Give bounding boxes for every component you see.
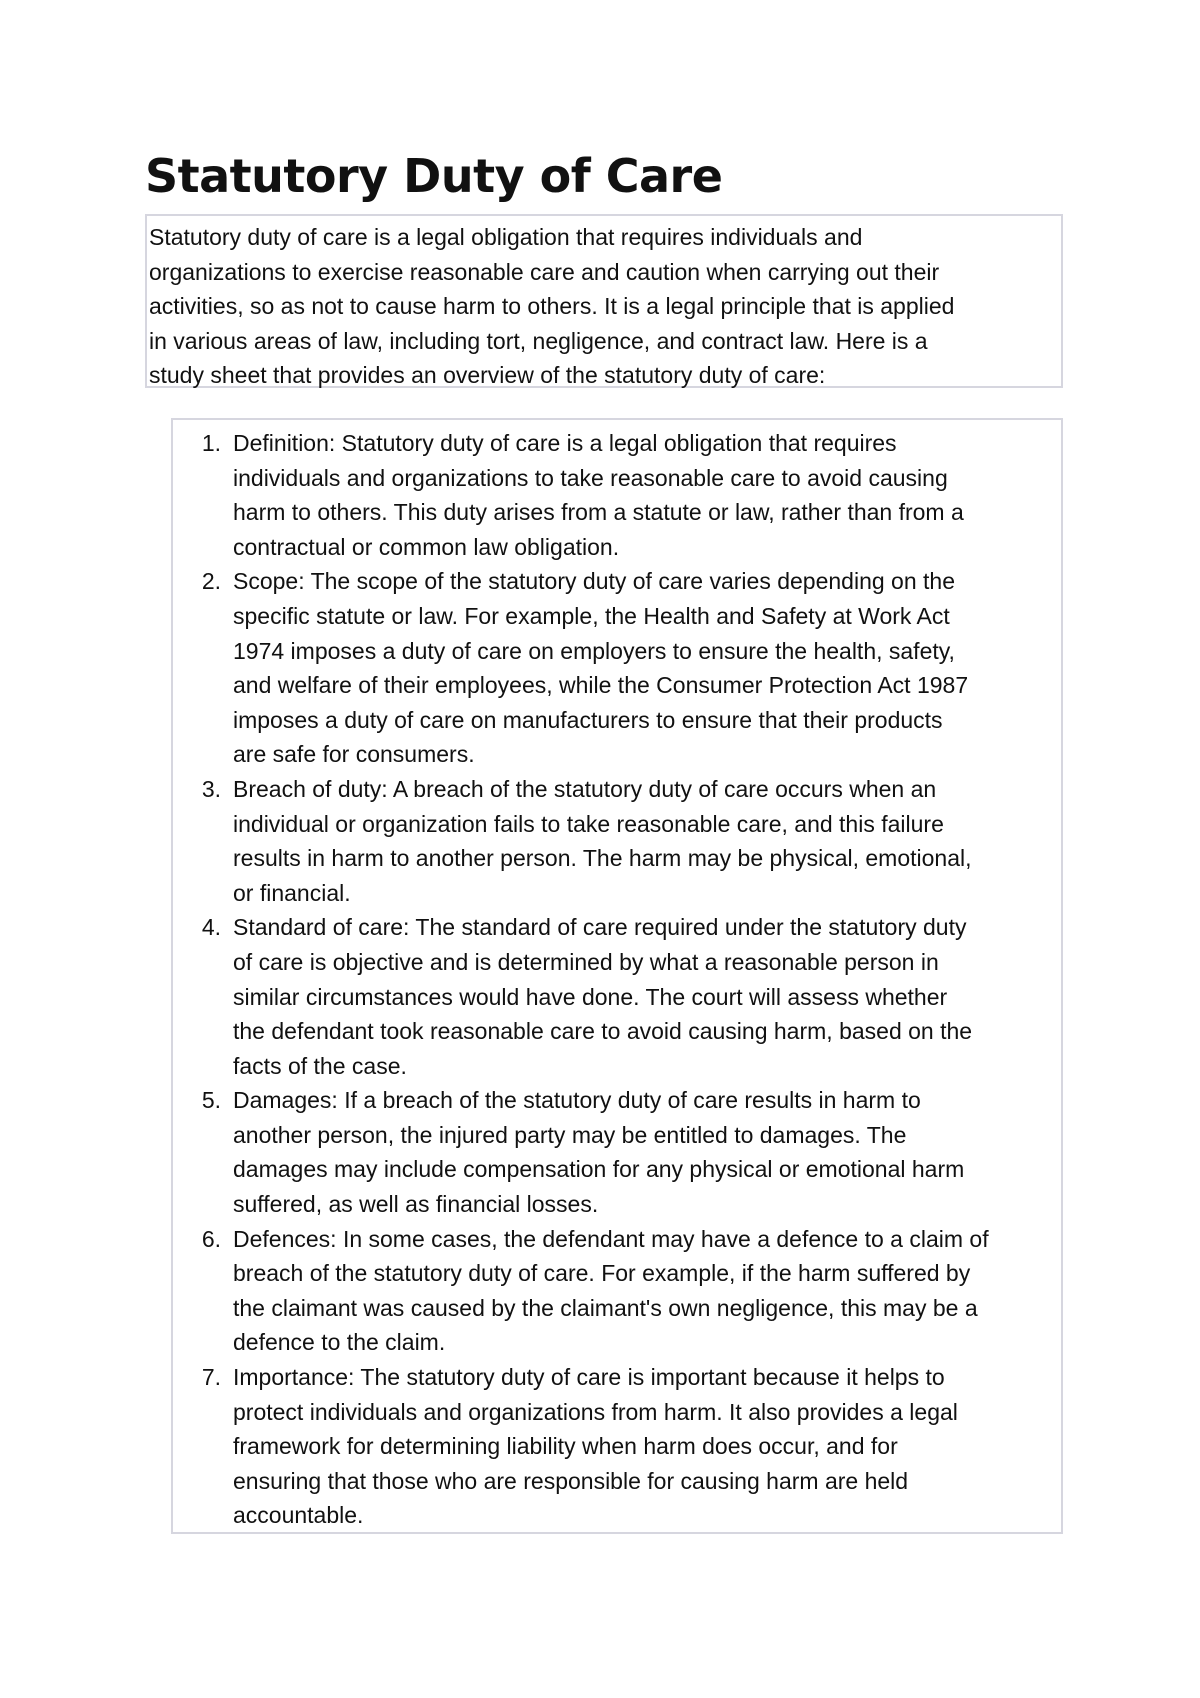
- list-item-number: 6.: [201, 1225, 221, 1252]
- list-item-line: the claimant was caused by the claimant's own negligence, this may be a: [233, 1294, 978, 1321]
- list-item-standard-of-care: [173, 910, 1061, 1083]
- list-item-line: contractual or common law obligation.: [233, 533, 620, 560]
- list-item-line: harm to others. This duty arises from a statute or law, rather than from a: [233, 499, 964, 526]
- list-item-line: defence to the claim.: [233, 1329, 446, 1356]
- list-item-line: are safe for consumers.: [233, 741, 475, 768]
- list-item-line: facts of the case.: [233, 1052, 407, 1079]
- intro-line: in various areas of law, including tort, negligence, and contract law. Here is a: [149, 327, 928, 354]
- list-item-line: or financial.: [233, 879, 351, 906]
- list-item-breach-of-duty: [173, 772, 1061, 910]
- list-item-text: [233, 426, 1061, 564]
- list-item-line: of care is objective and is determined by what a reasonable person in: [233, 948, 939, 975]
- numbered-list-box: [171, 418, 1063, 1534]
- list-item-line: breach of the statutory duty of care. For example, if the harm suffered by: [233, 1260, 971, 1287]
- list-item-line: framework for determining liability when harm does occur, and for: [233, 1433, 898, 1460]
- numbered-list: [173, 426, 1061, 1533]
- list-item-line: Defences: In some cases, the defendant may have a defence to a claim of: [233, 1225, 989, 1252]
- list-item-text: [233, 1222, 1061, 1360]
- list-item-line: results in harm to another person. The harm may be physical, emotional,: [233, 845, 972, 872]
- list-item-definition: [173, 426, 1061, 564]
- list-item-damages: [173, 1083, 1061, 1221]
- list-item-line: Standard of care: The standard of care required under the statutory duty: [233, 914, 967, 941]
- list-item-text: [233, 1360, 1061, 1533]
- list-item-line: similar circumstances would have done. The court will assess whether: [233, 983, 948, 1010]
- list-item-line: Importance: The statutory duty of care is important because it helps to: [233, 1364, 945, 1391]
- list-item-number: 1.: [201, 430, 221, 456]
- list-item-defences: [173, 1222, 1061, 1360]
- list-item-line: specific statute or law. For example, the Health and Safety at Work Act: [233, 602, 950, 629]
- list-item-text: [233, 772, 1061, 910]
- list-item-line: another person, the injured party may be entitled to damages. The: [233, 1121, 907, 1148]
- list-item-line: individual or organization fails to take reasonable care, and this failure: [233, 810, 944, 837]
- list-item-line: suffered, as well as financial losses.: [233, 1191, 599, 1218]
- list-item-line: ensuring that those who are responsible for causing harm are held: [233, 1467, 909, 1494]
- list-item-number: 2.: [201, 568, 221, 595]
- list-item-line: imposes a duty of care on manufacturers to ensure that their products: [233, 706, 943, 733]
- intro-line: study sheet that provides an overview of the statutory duty of care:: [149, 362, 826, 389]
- list-item-text: [233, 910, 1061, 1083]
- list-item-line: and welfare of their employees, while the Consumer Protection Act 1987: [233, 672, 969, 699]
- list-item-line: accountable.: [233, 1502, 364, 1529]
- list-item-number: 3.: [201, 775, 221, 802]
- list-item-text: [233, 564, 1061, 772]
- list-item-number: 5.: [201, 1087, 221, 1114]
- list-item-number: 4.: [201, 914, 221, 941]
- list-item-line: Damages: If a breach of the statutory duty of care results in harm to: [233, 1087, 921, 1114]
- intro-line: Statutory duty of care is a legal obligation that requires individuals and: [149, 224, 863, 250]
- list-item-line: damages may include compensation for any physical or emotional harm: [233, 1156, 965, 1183]
- list-item-line: Breach of duty: A breach of the statutory duty of care occurs when an: [233, 775, 937, 802]
- list-item-number: 7.: [201, 1364, 221, 1391]
- list-item-importance: [173, 1360, 1061, 1533]
- list-item-scope: [173, 564, 1061, 772]
- intro-paragraph: [149, 220, 1059, 393]
- list-item-line: the defendant took reasonable care to avoid causing harm, based on the: [233, 1018, 973, 1045]
- intro-line: organizations to exercise reasonable care and caution when carrying out their: [149, 258, 940, 285]
- list-item-line: Definition: Statutory duty of care is a legal obligation that requires: [233, 430, 897, 456]
- intro-box: [145, 214, 1063, 388]
- page-title: Statutory Duty of Care: [145, 149, 723, 203]
- list-item-line: individuals and organizations to take reasonable care to avoid causing: [233, 464, 948, 491]
- list-item-line: Scope: The scope of the statutory duty of care varies depending on the: [233, 568, 955, 595]
- list-item-line: 1974 imposes a duty of care on employers to ensure the health, safety,: [233, 637, 955, 664]
- list-item-line: protect individuals and organizations from harm. It also provides a legal: [233, 1398, 958, 1425]
- list-item-text: [233, 1083, 1061, 1221]
- intro-line: activities, so as not to cause harm to others. It is a legal principle that is applied: [149, 293, 955, 320]
